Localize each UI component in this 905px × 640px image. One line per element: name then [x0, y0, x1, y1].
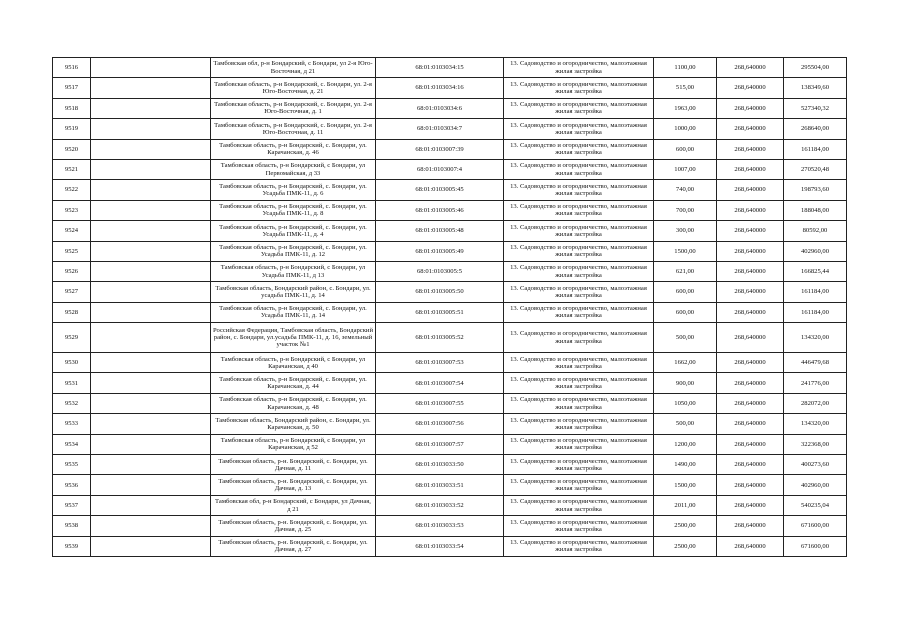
cadastral-value-cell: 134320,00	[784, 323, 847, 353]
cadastral-value-cell: 295504,00	[784, 58, 847, 78]
area-cell: 1000,00	[654, 119, 717, 139]
land-use-cell: 13. Садоводство и огородничество, малоэтажная жилая застройка	[504, 58, 654, 78]
cadastral-number-cell: 68:01:0103034:16	[376, 78, 504, 98]
land-use-cell: 13. Садоводство и огородничество, малоэтажная жилая застройка	[504, 516, 654, 536]
empty-cell	[91, 98, 211, 118]
area-cell: 1500,00	[654, 241, 717, 261]
cadastral-value-cell: 241776,00	[784, 373, 847, 393]
row-number-cell: 9520	[53, 139, 91, 159]
address-cell: Тамбовская область, р-н Бондарский, с. Бондари, ул. 2-я Юго-Восточная, д. 11	[211, 119, 376, 139]
address-cell: Тамбовская область, р-н Бондарский, с. Бондари, ул. Усадьба ПМК-11, д. 14	[211, 302, 376, 322]
specific-value-cell: 268,640000	[717, 393, 784, 413]
cadastral-number-cell: 68:01:0103005:51	[376, 302, 504, 322]
empty-cell	[91, 323, 211, 353]
row-number-cell: 9517	[53, 78, 91, 98]
cadastral-number-cell: 68:01:0103007:56	[376, 414, 504, 434]
row-number-cell: 9524	[53, 221, 91, 241]
specific-value-cell: 268,640000	[717, 475, 784, 495]
area-cell: 600,00	[654, 302, 717, 322]
empty-cell	[91, 373, 211, 393]
empty-cell	[91, 180, 211, 200]
cadastral-value-cell: 671600,00	[784, 536, 847, 556]
empty-cell	[91, 302, 211, 322]
cadastral-value-cell: 268640,00	[784, 119, 847, 139]
cadastral-number-cell: 68:01:0103005:49	[376, 241, 504, 261]
table-row	[53, 139, 847, 159]
land-use-cell: 13. Садоводство и огородничество, малоэтажная жилая застройка	[504, 373, 654, 393]
land-use-cell: 13. Садоводство и огородничество, малоэтажная жилая застройка	[504, 78, 654, 98]
row-number-cell: 9525	[53, 241, 91, 261]
land-use-cell: 13. Садоводство и огородничество, малоэтажная жилая застройка	[504, 536, 654, 556]
specific-value-cell: 268,640000	[717, 414, 784, 434]
specific-value-cell: 268,640000	[717, 139, 784, 159]
table-row	[53, 373, 847, 393]
address-cell: Тамбовская область, р-н Бондарский, с. Бондари, ул. Усадьба ПМК-11, д. 6	[211, 180, 376, 200]
address-cell: Тамбовская область, р-н Бондарский, с. Бондари, ул. Усадьба ПМК-11, д. 8	[211, 200, 376, 220]
address-cell: Тамбовская область, р-н Бондарский, с. Бондари, ул. Усадьба ПМК-11, д. 4	[211, 221, 376, 241]
specific-value-cell: 268,640000	[717, 353, 784, 373]
area-cell: 2500,00	[654, 516, 717, 536]
cadastral-number-cell: 68:01:0103005:50	[376, 282, 504, 302]
cadastral-value-cell: 198793,60	[784, 180, 847, 200]
area-cell: 1662,00	[654, 353, 717, 373]
table-row	[53, 434, 847, 454]
table-row	[53, 393, 847, 413]
cadastral-number-cell: 68:01:0103007:54	[376, 373, 504, 393]
cadastral-value-cell: 540235,04	[784, 495, 847, 515]
cadastral-number-cell: 68:01:0103007:57	[376, 434, 504, 454]
specific-value-cell: 268,640000	[717, 323, 784, 353]
table-row	[53, 516, 847, 536]
row-number-cell: 9538	[53, 516, 91, 536]
cadastral-number-cell: 68:01:0103033:54	[376, 536, 504, 556]
land-use-cell: 13. Садоводство и огородничество, малоэтажная жилая застройка	[504, 434, 654, 454]
area-cell: 500,00	[654, 323, 717, 353]
address-cell: Тамбовская область, р-н Бондарский, с. Бондари, ул. Карачанская, д. 46	[211, 139, 376, 159]
cadastral-number-cell: 68:01:0103007:53	[376, 353, 504, 373]
row-number-cell: 9522	[53, 180, 91, 200]
area-cell: 900,00	[654, 373, 717, 393]
table-row	[53, 282, 847, 302]
land-use-cell: 13. Садоводство и огородничество, малоэтажная жилая застройка	[504, 159, 654, 179]
specific-value-cell: 268,640000	[717, 221, 784, 241]
area-cell: 515,00	[654, 78, 717, 98]
specific-value-cell: 268,640000	[717, 516, 784, 536]
empty-cell	[91, 516, 211, 536]
area-cell: 740,00	[654, 180, 717, 200]
empty-cell	[91, 78, 211, 98]
cadastral-number-cell: 68:01:0103033:50	[376, 455, 504, 475]
cadastral-value-cell: 134320,00	[784, 414, 847, 434]
table-row	[53, 159, 847, 179]
address-cell: Тамбовская область, р-н Бондарский, с. Бондари, ул. 2-я Юго-Восточная, д. 1	[211, 98, 376, 118]
land-use-cell: 13. Садоводство и огородничество, малоэтажная жилая застройка	[504, 139, 654, 159]
empty-cell	[91, 353, 211, 373]
specific-value-cell: 268,640000	[717, 78, 784, 98]
address-cell: Тамбовская область, р-н. Бондарский, с. Бондари, ул. Дачная, д. 11	[211, 455, 376, 475]
row-number-cell: 9529	[53, 323, 91, 353]
cadastral-value-cell: 402960,00	[784, 475, 847, 495]
row-number-cell: 9537	[53, 495, 91, 515]
specific-value-cell: 268,640000	[717, 495, 784, 515]
specific-value-cell: 268,640000	[717, 98, 784, 118]
address-cell: Тамбовская область, р-н Бондарский, с Бондари, ул Карачанская, д 40	[211, 353, 376, 373]
cadastral-number-cell: 68:01:0103005:46	[376, 200, 504, 220]
land-use-cell: 13. Садоводство и огородничество, малоэтажная жилая застройка	[504, 475, 654, 495]
land-use-cell: 13. Садоводство и огородничество, малоэтажная жилая застройка	[504, 261, 654, 281]
specific-value-cell: 268,640000	[717, 434, 784, 454]
land-use-cell: 13. Садоводство и огородничество, малоэтажная жилая застройка	[504, 393, 654, 413]
cadastral-value-cell: 188048,00	[784, 200, 847, 220]
row-number-cell: 9533	[53, 414, 91, 434]
table-row	[53, 475, 847, 495]
empty-cell	[91, 495, 211, 515]
cadastral-number-cell: 68:01:0103007:4	[376, 159, 504, 179]
specific-value-cell: 268,640000	[717, 180, 784, 200]
empty-cell	[91, 139, 211, 159]
cadastral-value-cell: 80592,00	[784, 221, 847, 241]
cadastral-value-cell: 161184,00	[784, 302, 847, 322]
area-cell: 1500,00	[654, 475, 717, 495]
row-number-cell: 9532	[53, 393, 91, 413]
area-cell: 1490,00	[654, 455, 717, 475]
row-number-cell: 9527	[53, 282, 91, 302]
specific-value-cell: 268,640000	[717, 373, 784, 393]
land-use-cell: 13. Садоводство и огородничество, малоэтажная жилая застройка	[504, 323, 654, 353]
empty-cell	[91, 261, 211, 281]
cadastral-value-cell: 138349,60	[784, 78, 847, 98]
cadastral-value-cell: 282072,00	[784, 393, 847, 413]
specific-value-cell: 268,640000	[717, 241, 784, 261]
empty-cell	[91, 434, 211, 454]
empty-cell	[91, 455, 211, 475]
address-cell: Тамбовская обл, р-н Бондарский, с Бондари, ул 2-я Юго-Восточная, д 21	[211, 58, 376, 78]
area-cell: 2500,00	[654, 536, 717, 556]
address-cell: Тамбовская область, Бондарский район, с. Бондари, ул. усадьба ПМК-11, д. 14	[211, 282, 376, 302]
address-cell: Тамбовская обл, р-н Бондарский, с Бондари, ул Дачная, д 21	[211, 495, 376, 515]
area-cell: 2011,00	[654, 495, 717, 515]
land-use-cell: 13. Садоводство и огородничество, малоэтажная жилая застройка	[504, 98, 654, 118]
address-cell: Тамбовская область, р-н Бондарский, с Бондари, ул Карачанская, д 52	[211, 434, 376, 454]
cadastral-value-cell: 671600,00	[784, 516, 847, 536]
address-cell: Тамбовская область, р-н Бондарский, с. Бондари, ул. Усадьба ПМК-11, д. 12	[211, 241, 376, 261]
table-row	[53, 119, 847, 139]
land-use-cell: 13. Садоводство и огородничество, малоэтажная жилая застройка	[504, 241, 654, 261]
table-row	[53, 180, 847, 200]
address-cell: Тамбовская область, р-н Бондарский, с. Бондари, ул. Карачанская, д. 44	[211, 373, 376, 393]
row-number-cell: 9528	[53, 302, 91, 322]
table-row	[53, 98, 847, 118]
specific-value-cell: 268,640000	[717, 119, 784, 139]
table-row	[53, 323, 847, 353]
row-number-cell: 9535	[53, 455, 91, 475]
row-number-cell: 9516	[53, 58, 91, 78]
area-cell: 300,00	[654, 221, 717, 241]
cadastral-value-cell: 322368,00	[784, 434, 847, 454]
land-use-cell: 13. Садоводство и огородничество, малоэтажная жилая застройка	[504, 455, 654, 475]
specific-value-cell: 268,640000	[717, 159, 784, 179]
empty-cell	[91, 536, 211, 556]
area-cell: 1007,00	[654, 159, 717, 179]
address-cell: Тамбовская область, р-н. Бондарский, с. Бондари, ул. Дачная, д. 13	[211, 475, 376, 495]
table-row	[53, 221, 847, 241]
area-cell: 1050,00	[654, 393, 717, 413]
row-number-cell: 9518	[53, 98, 91, 118]
area-cell: 700,00	[654, 200, 717, 220]
cadastral-number-cell: 68:01:0103005:5	[376, 261, 504, 281]
land-use-cell: 13. Садоводство и огородничество, малоэтажная жилая застройка	[504, 282, 654, 302]
land-use-cell: 13. Садоводство и огородничество, малоэтажная жилая застройка	[504, 353, 654, 373]
table-row	[53, 58, 847, 78]
row-number-cell: 9534	[53, 434, 91, 454]
row-number-cell: 9536	[53, 475, 91, 495]
table-row	[53, 353, 847, 373]
cadastral-number-cell: 68:01:0103005:48	[376, 221, 504, 241]
land-use-cell: 13. Садоводство и огородничество, малоэтажная жилая застройка	[504, 221, 654, 241]
row-number-cell: 9526	[53, 261, 91, 281]
cadastral-number-cell: 68:01:0103034:15	[376, 58, 504, 78]
cadastral-value-table	[52, 57, 847, 557]
table-row	[53, 261, 847, 281]
empty-cell	[91, 475, 211, 495]
cadastral-value-cell: 446479,68	[784, 353, 847, 373]
cadastral-number-cell: 68:01:0103033:51	[376, 475, 504, 495]
table-row	[53, 78, 847, 98]
empty-cell	[91, 200, 211, 220]
table-row	[53, 241, 847, 261]
table-row	[53, 455, 847, 475]
table-row	[53, 414, 847, 434]
empty-cell	[91, 58, 211, 78]
cadastral-value-cell: 402960,00	[784, 241, 847, 261]
empty-cell	[91, 119, 211, 139]
land-use-cell: 13. Садоводство и огородничество, малоэтажная жилая застройка	[504, 180, 654, 200]
empty-cell	[91, 241, 211, 261]
cadastral-value-cell: 400273,60	[784, 455, 847, 475]
empty-cell	[91, 221, 211, 241]
row-number-cell: 9519	[53, 119, 91, 139]
land-use-cell: 13. Садоводство и огородничество, малоэтажная жилая застройка	[504, 200, 654, 220]
table-row	[53, 536, 847, 556]
cadastral-number-cell: 68:01:0103033:53	[376, 516, 504, 536]
row-number-cell: 9523	[53, 200, 91, 220]
cadastral-value-cell: 161184,00	[784, 139, 847, 159]
empty-cell	[91, 393, 211, 413]
land-use-cell: 13. Садоводство и огородничество, малоэтажная жилая застройка	[504, 302, 654, 322]
area-cell: 621,00	[654, 261, 717, 281]
specific-value-cell: 268,640000	[717, 536, 784, 556]
specific-value-cell: 268,640000	[717, 282, 784, 302]
cadastral-number-cell: 68:01:0103033:52	[376, 495, 504, 515]
cadastral-value-cell: 527340,32	[784, 98, 847, 118]
address-cell: Тамбовская область, р-н. Бондарский, с. Бондари, ул. Дачная, д. 27	[211, 536, 376, 556]
specific-value-cell: 268,640000	[717, 455, 784, 475]
area-cell: 600,00	[654, 139, 717, 159]
empty-cell	[91, 414, 211, 434]
table-row	[53, 495, 847, 515]
area-cell: 1100,00	[654, 58, 717, 78]
table-row	[53, 200, 847, 220]
cadastral-number-cell: 68:01:0103007:39	[376, 139, 504, 159]
cadastral-number-cell: 68:01:0103034:7	[376, 119, 504, 139]
table-row	[53, 302, 847, 322]
specific-value-cell: 268,640000	[717, 200, 784, 220]
specific-value-cell: 268,640000	[717, 261, 784, 281]
address-cell: Тамбовская область, р-н Бондарский, с. Бондари, ул. 2-я Юго-Восточная, д. 21	[211, 78, 376, 98]
cadastral-number-cell: 68:01:0103034:6	[376, 98, 504, 118]
cadastral-value-cell: 270520,48	[784, 159, 847, 179]
area-cell: 600,00	[654, 282, 717, 302]
address-cell: Тамбовская область, р-н. Бондарский, с. Бондари, ул. Дачная, д. 25	[211, 516, 376, 536]
address-cell: Российская Федерация, Тамбовская область, Бондарский район, с. Бондари, ул.усадьба ПМК-11, д. 16, земельный участок №1	[211, 323, 376, 353]
cadastral-number-cell: 68:01:0103007:55	[376, 393, 504, 413]
table-body	[53, 58, 847, 557]
empty-cell	[91, 159, 211, 179]
row-number-cell: 9531	[53, 373, 91, 393]
area-cell: 1963,00	[654, 98, 717, 118]
address-cell: Тамбовская область, Бондарский район, с. Бондари, ул. Карачанская, д. 50	[211, 414, 376, 434]
cadastral-value-cell: 161184,00	[784, 282, 847, 302]
row-number-cell: 9539	[53, 536, 91, 556]
address-cell: Тамбовская область, р-н Бондарский, с Бондари, ул Усадьба ПМК-11, д 13	[211, 261, 376, 281]
cadastral-value-cell: 166825,44	[784, 261, 847, 281]
row-number-cell: 9530	[53, 353, 91, 373]
cadastral-number-cell: 68:01:0103005:52	[376, 323, 504, 353]
area-cell: 1200,00	[654, 434, 717, 454]
address-cell: Тамбовская область, р-н Бондарский, с. Бондари, ул. Карачанская, д. 48	[211, 393, 376, 413]
address-cell: Тамбовская область, р-н Бондарский, с Бондари, ул Первомайская, д 33	[211, 159, 376, 179]
specific-value-cell: 268,640000	[717, 302, 784, 322]
land-use-cell: 13. Садоводство и огородничество, малоэтажная жилая застройка	[504, 119, 654, 139]
land-use-cell: 13. Садоводство и огородничество, малоэтажная жилая застройка	[504, 495, 654, 515]
specific-value-cell: 268,640000	[717, 58, 784, 78]
row-number-cell: 9521	[53, 159, 91, 179]
area-cell: 500,00	[654, 414, 717, 434]
land-use-cell: 13. Садоводство и огородничество, малоэтажная жилая застройка	[504, 414, 654, 434]
cadastral-number-cell: 68:01:0103005:45	[376, 180, 504, 200]
empty-cell	[91, 282, 211, 302]
